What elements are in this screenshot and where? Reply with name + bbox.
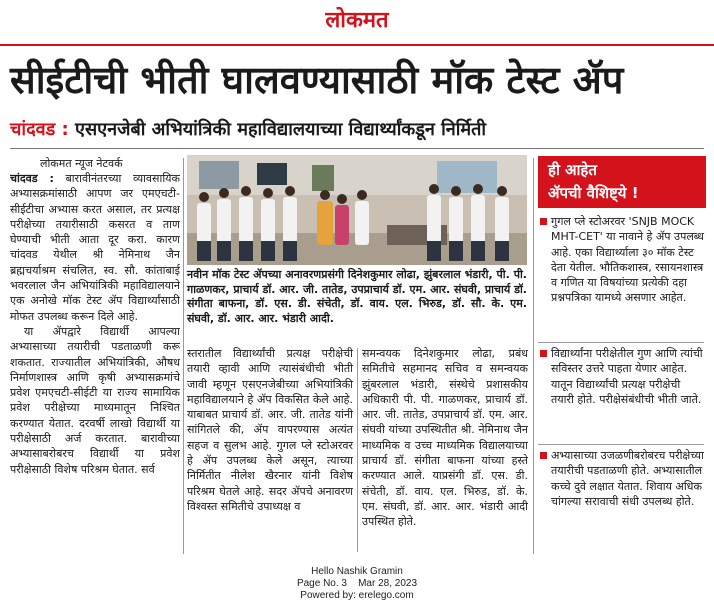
sidebar-header [538, 156, 706, 208]
footer-powered-by: Powered by: erelego.com [300, 590, 414, 601]
square-bullet-icon [540, 350, 547, 357]
footer-edition: Hello Nashik Gramin [311, 566, 403, 577]
article-paragraph: या ॲपद्वारे विद्यार्थी आपल्या अभ्यासाच्या तयारीची पडताळणी करू शकतात. राज्यातील अभियांत्रिकी, औषध निर्माणशास्त्र आणि कृषी अभ्यासक्रमांचे प्रवेश एमएचटी-सीईटी या राज्य सामायिक प्रवेश परीक्षेच्या माध्यमातून निश्चित करण्यात येतात. दरवर्षी लाखो विद्यार्थी या परीक्षेसाठी अर्ज करतात. बारावीच्या अभ्यासाबरोबरच विद्यार्थी या प्रवेश परीक्षेसाठी विशेष परिश्रम घेतात. सर्व [10, 324, 180, 476]
article-headline: सीईटीची भीती घालवण्यासाठी मॉक टेस्ट ॲप [10, 58, 624, 102]
photo-illustration [187, 155, 527, 265]
article-column-3: समन्वयक दिनेशकुमार लोढा, प्रबंध समितीचे सहमानद सचिव व समन्वयक झुंबरलाल भंडारी, संस्थेचे प्रशासकीय अधिकारी पी. पी. गाळणकर, प्राचार्य डॉ. आर. जी. तातेड, उपप्राचार्य डॉ. एम. आर. संघवी यांच्या उपस्थितीत श्री. नेमिनाथ जैन माध्यमिक व उच्च माध्यमिक विद्यालयाच्या प्राचार्य डॉ. संगीता बाफना यांच्या हस्ते करण्यात आले. याप्रसंगी डॉ. एस. डी. संचेती, डॉ. वाय. एल. भिरुड, डॉ. के. एम. संघवी, डॉ. आर. आर. भंडारी आदी उपस्थित होते. [362, 347, 528, 529]
page-footer [0, 566, 714, 602]
byline: लोकमत न्यूज नेटवर्क [40, 157, 123, 170]
sidebar-title-line1: ही आहेत [548, 161, 597, 179]
dateline: चांदवड : [10, 172, 54, 185]
masthead-rule [0, 44, 714, 46]
sidebar-title-line2: ॲपची वैशिष्ट्ये ! [548, 184, 639, 202]
article-paragraph [10, 171, 180, 324]
headline-divider [10, 148, 704, 149]
footer-page-date: Page No. 3 Mar 28, 2023 [296, 578, 418, 589]
sidebar-divider [538, 342, 704, 343]
article-subheadline [10, 118, 710, 142]
article-column-2: स्तरातील विद्यार्थ्यांची प्रत्यक्ष परीक्षेची तयारी व्हावी आणि त्यासंबंधीची भीती जावी म्हणून एसएनजेबीच्या अभियांत्रिकी महाविद्यालयाने हे ॲप विकसित केले आहे. याबाबत प्राचार्य डॉ. आर. जी. तातेड यांनी सांगितले की, ॲप वापरण्यास अत्यंत सहज व सुलभ आहे. गुगल प्ले स्टोअरवर हे ॲप उपलब्ध केले असून, त्याच्या निर्मितीत नीलेश खैरनार यांनी विशेष परिश्रम घेतले आहे. सदर ॲपचे अनावरण विश्वस्त समितीचे उपाध्यक्ष व [187, 347, 353, 513]
column-divider [533, 158, 534, 554]
sidebar-feature-item [538, 448, 704, 509]
feature-text: अभ्यासाच्या उजळणीबरोबरच परीक्षेच्या तयारीची पडताळणी होते. अभ्यासातील कच्चे दुवे लक्षात येतात. शिवाय अधिक चांगल्या सरावाची संधी उपलब्ध होते. [551, 449, 704, 508]
features-sidebar [538, 156, 706, 554]
paragraph-text: बारावीनंतरच्या व्यावसायिक अभ्यासक्रमांसाठी आपण जर एमएचटी-सीईटीचा अभ्यास करत असाल, तर प्रत्यक्ष परीक्षेच्या तयारीसाठी कसरत व ताण घेण्याची भीती आता दूर करा. कारण चांदवड येथील श्री नेमिनाथ जैन ब्रह्मचर्याश्रम संचलित, स्व. सौ. कांताबाई भवरलाल जैन अभियांत्रिकी महाविद्यालयाने एक अनोखे मॉक टेस्ट ॲप विद्यार्थ्यांसाठी मोफत उपलब्ध करून दिले आहे. [10, 172, 180, 323]
feature-text: गुगल प्ले स्टोअरवर 'SNJB MOCK MHT-CET' या नावाने हे ॲप उपलब्ध आहे. एका विद्यार्थ्याला ३० मॉक टेस्ट देता येतील. भौतिकशास्त्र, रसायनशास्त्र व गणित या विषयांच्या प्रत्येकी दहा प्रश्नपत्रिका यामध्ये असणार आहेत. [551, 215, 704, 305]
square-bullet-icon [540, 452, 547, 459]
sidebar-feature-item [538, 346, 704, 407]
feature-text: विद्यार्थ्यांना परीक्षेतील गुण आणि त्यांची सविस्तर उत्तरे पाहता येणार आहेत. यातून विद्यार्थ्यांची प्रत्यक्ष परीक्षेची तयारी होते. परीक्षेसंबंधीची भीती जाते. [551, 347, 703, 406]
column-divider [357, 348, 358, 552]
column-divider [183, 158, 184, 554]
subhead-place: चांदवड : [10, 119, 69, 140]
photo-caption: नवीन मॉक टेस्ट ॲपच्या अनावरणप्रसंगी दिनेशकुमार लोढा, झुंबरलाल भंडारी, पी. पी. गाळणकर, प्राचार्य डॉ. आर. जी. तातेड, उपप्राचार्य डॉ. एम. आर. संघवी, प्राचार्य डॉ. संगीता बाफना, डॉ. एस. डी. संचेती, डॉ. वाय. एल. भिरुड, डॉ. सौ. के. एम. संघवी, डॉ. आर. आर. भंडारी आदी. [187, 268, 527, 325]
newspaper-masthead: लोकमत [325, 8, 389, 33]
event-photo [187, 155, 527, 265]
article-column-1 [10, 171, 180, 553]
subhead-text: एसएनजेबी अभियांत्रिकी महाविद्यालयाच्या विद्यार्थ्यांकडून निर्मिती [75, 119, 487, 140]
sidebar-feature-item [538, 214, 704, 306]
square-bullet-icon [540, 218, 547, 225]
sidebar-divider [538, 444, 704, 445]
